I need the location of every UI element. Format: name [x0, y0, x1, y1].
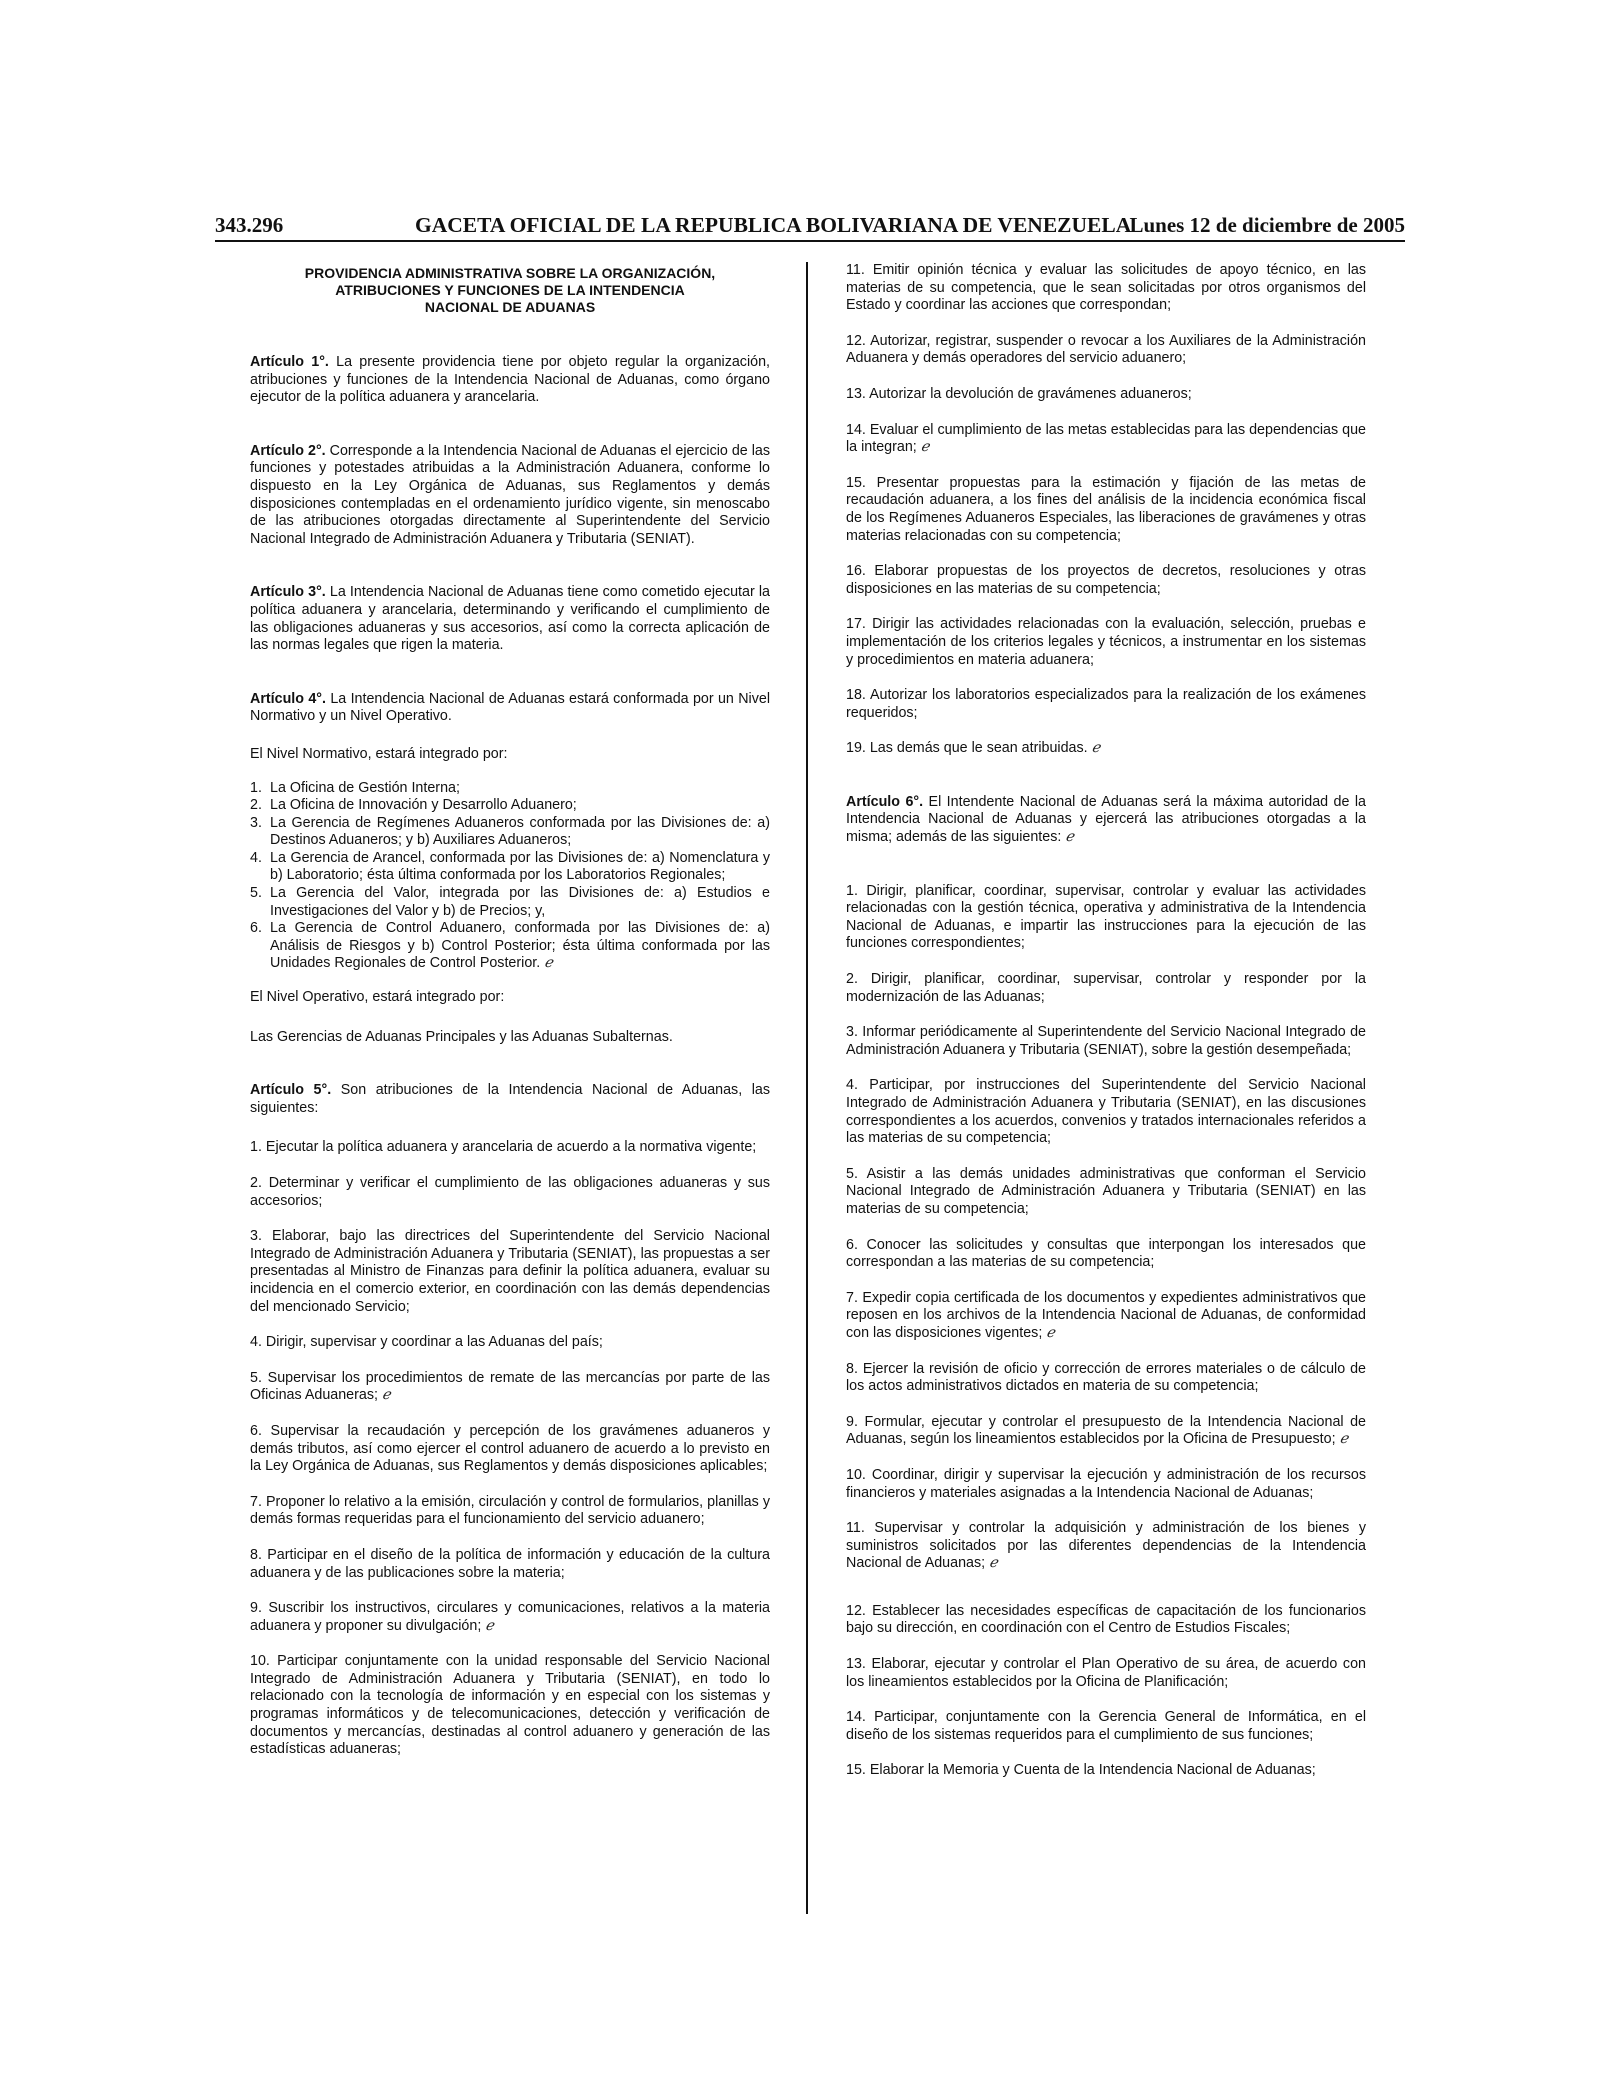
title-line-1: PROVIDENCIA ADMINISTRATIVA SOBRE LA ORGANIZACIÓN,: [304, 265, 716, 281]
item-text: Supervisar la recaudación y percepción de los gravámenes aduaneros y demás tributos, así como ejercer el control aduanero de acuerdo a lo previsto en la Ley Orgánica de Aduanas, sus Reglamentos y demás disposiciones aplicables;: [250, 1422, 770, 1475]
item-number: 14.: [846, 421, 866, 438]
item-number: 12.: [846, 1602, 866, 1619]
list-item-number: 5.: [250, 885, 262, 902]
item-text: Autorizar la devolución de gravámenes aduaneros;: [869, 385, 1192, 402]
list-item: [250, 920, 770, 973]
article-6-text: El Intendente Nacional de Aduanas será la máxima autoridad de la Intendencia Nacional de Aduanas y ejercerá las atribuciones otorgadas a la misma; además de las siguientes:: [846, 793, 1366, 846]
initial-mark-icon: ℯ: [544, 955, 553, 972]
initial-mark-icon: ℯ: [485, 1617, 494, 1634]
article-6-item: [846, 971, 1366, 1006]
item-number: 4.: [250, 1334, 262, 1351]
article-1-text: La presente providencia tiene por objeto regular la organización, atribuciones y funciones de la Intendencia Nacional de Aduanas, como órgano ejecutor de la política aduanera y arancelaria.: [250, 354, 770, 406]
initial-mark-icon: ℯ: [989, 1555, 998, 1572]
page-number: 343.296: [215, 213, 284, 237]
item-text: Expedir copia certificada de los documentos y expedientes administrativos que reposen en los archivos de la Intendencia Nacional de Aduanas, de conformidad con las disposiciones vigentes;: [846, 1289, 1366, 1341]
left-column: [250, 262, 770, 1777]
article-3-text: La Intendencia Nacional de Aduanas tiene como cometido ejecutar la política aduanera y arancelaria, determinando y verificando el cumplimiento de las obligaciones aduaneras y sus accesorios, así como la correcta aplicación de las normas legales que rigen la materia.: [250, 584, 770, 654]
title-line-2: ATRIBUCIONES Y FUNCIONES DE LA INTENDENCIA: [335, 282, 685, 298]
column-divider: [806, 262, 808, 1914]
article-1: [250, 354, 770, 407]
item-number: 3.: [250, 1228, 262, 1245]
article-5-item: [846, 475, 1366, 545]
article-6-item: [846, 1237, 1366, 1272]
article-5-item: [250, 1370, 770, 1405]
list-item-number: 6.: [250, 920, 262, 937]
list-item-text: La Gerencia del Valor, integrada por las Divisiones de: a) Estudios e Investigaciones del Valor y b) de Precios; y,: [270, 885, 770, 919]
article-2: [250, 443, 770, 549]
item-text: Supervisar y controlar la adquisición y administración de los bienes y suministros solicitados por las diferentes dependencias de la Intendencia Nacional de Aduanas;: [846, 1520, 1366, 1572]
article-5-item: [250, 1494, 770, 1529]
article-5-item: [250, 1600, 770, 1635]
list-item-text: La Oficina de Gestión Interna;: [270, 779, 460, 796]
item-text: Suscribir los instructivos, circulares y comunicaciones, relativos a la materia aduanera y proponer su divulgación;: [250, 1600, 770, 1634]
article-6-item: [846, 1077, 1366, 1147]
item-text: Elaborar la Memoria y Cuenta de la Intendencia Nacional de Aduanas;: [869, 1762, 1316, 1779]
item-text: Elaborar, bajo las directrices del Superintendente del Servicio Nacional Integrado de Administración Aduanera y Tributaria (SENIAT), las propuestas a ser presentadas al Ministro de Finanzas para definir la política aduanera, evaluar su incidencia en el comercio exterior, en coordinación con las demás dependencias del mencionado Servicio;: [250, 1228, 770, 1315]
item-text: Formular, ejecutar y controlar el presupuesto de la Intendencia Nacional de Aduanas, según los lineamientos establecidos por la Oficina de Presupuesto;: [846, 1413, 1366, 1448]
list-item-number: 1.: [250, 779, 262, 796]
initial-mark-icon: ℯ: [920, 439, 930, 456]
item-number: 7.: [250, 1493, 262, 1510]
item-text: Emitir opinión técnica y evaluar las solicitudes de apoyo técnico, en las materias de su competencia, que le sean solicitadas por otros organismos del Estado y coordinar las acciones que correspondan;: [846, 262, 1366, 314]
article-6-item: [846, 1414, 1366, 1449]
list-item-text: La Gerencia de Arancel, conformada por las Divisiones de: a) Nomenclatura y b) Laboratorio; ésta última conformada por los Laboratorios Regionales;: [270, 849, 770, 884]
item-text: Elaborar propuestas de los proyectos de decretos, resoluciones y otras disposiciones en las materias de su competencia;: [846, 563, 1366, 597]
article-5-item: [250, 1175, 770, 1210]
list-item-number: 4.: [250, 849, 262, 866]
item-text: Ejecutar la política aduanera y arancelaria de acuerdo a la normativa vigente;: [265, 1139, 757, 1156]
item-number: 19.: [846, 740, 866, 757]
list-item-number: 2.: [250, 797, 262, 814]
item-text: Establecer las necesidades específicas de capacitación de los funcionarios bajo su dirección, en coordinación con el Centro de Estudios Fiscales;: [846, 1602, 1366, 1637]
list-item: [250, 885, 770, 920]
item-number: 3.: [846, 1024, 858, 1041]
article-5-item: [250, 1653, 770, 1759]
item-text: Dirigir las actividades relacionadas con la evaluación, selección, pruebas e implementación de los criterios legales y técnicos, a instrumentar en los sistemas y procedimientos en materia aduanera;: [846, 616, 1366, 668]
article-5-text: Son atribuciones de la Intendencia Nacional de Aduanas, las siguientes:: [250, 1082, 770, 1116]
operative-level-intro: El Nivel Operativo, estará integrado por:: [250, 989, 505, 1006]
article-5-item: [250, 1423, 770, 1476]
item-number: 14.: [846, 1709, 866, 1726]
header-rule: [215, 240, 1405, 242]
item-number: 13.: [846, 1656, 866, 1673]
item-text: Conocer las solicitudes y consultas que interpongan los interesados que correspondan a las materias de su competencia;: [846, 1236, 1366, 1271]
item-number: 1.: [250, 1139, 262, 1156]
article-5-item: [846, 333, 1366, 368]
list-item-text: La Gerencia de Control Aduanero, conformada por las Divisiones de: a) Análisis de Riesgos y b) Control Posterior; ésta última conformada por las Unidades Regionales de Control Posterior.: [270, 920, 770, 972]
item-number: 1.: [846, 882, 858, 899]
item-text: Supervisar los procedimientos de remate de las mercancías por parte de las Oficinas Aduaneras;: [250, 1369, 770, 1404]
article-5-item: [250, 1547, 770, 1582]
item-number: 8.: [250, 1546, 262, 1563]
list-item-text: La Oficina de Innovación y Desarrollo Aduanero;: [270, 797, 577, 814]
article-6-item: [846, 1166, 1366, 1219]
article-5-item: [846, 386, 1366, 404]
article-3: [250, 584, 770, 654]
article-6-label: Artículo 6°.: [846, 793, 924, 810]
gazette-header: [215, 213, 1405, 241]
article-5-item: [250, 1228, 770, 1316]
item-number: 10.: [250, 1653, 270, 1670]
list-item: [250, 815, 770, 850]
item-text: Proponer lo relativo a la emisión, circulación y control de formularios, planillas y demás formas requeridas para el funcionamiento del servicio aduanero;: [250, 1493, 770, 1528]
item-text: Las demás que le sean atribuidas.: [869, 740, 1088, 757]
article-6: [846, 794, 1366, 847]
normative-level-list: [250, 780, 770, 974]
item-number: 6.: [250, 1422, 262, 1439]
item-text: Coordinar, dirigir y supervisar la ejecución y administración de los recursos financieros y materiales asignadas a la Intendencia Nacional de Aduanas;: [846, 1466, 1366, 1501]
issue-date: Lunes 12 de diciembre de 2005: [1129, 213, 1405, 237]
item-text: Elaborar, ejecutar y controlar el Plan Operativo de su área, de acuerdo con los lineamientos establecidos por la Oficina de Planificación;: [846, 1656, 1366, 1690]
article-4: [250, 691, 770, 726]
article-6-item: [846, 883, 1366, 953]
article-6-item: [846, 1762, 1366, 1780]
article-6-item: [846, 1467, 1366, 1502]
article-6-item: [846, 1520, 1366, 1573]
item-number: 9.: [250, 1600, 262, 1617]
item-text: Participar en el diseño de la política de información y educación de la cultura aduanera y de las publicaciones sobre la materia;: [250, 1546, 770, 1581]
article-6-item: [846, 1603, 1366, 1638]
article-5-item: [846, 262, 1366, 315]
item-text: Dirigir, planificar, coordinar, supervisar, controlar y responder por la modernización de las Aduanas;: [846, 971, 1366, 1005]
article-2-text: Corresponde a la Intendencia Nacional de Aduanas el ejercicio de las funciones y potestades atribuidas a la Administración Aduanera, conforme lo dispuesto en la Ley Orgánica de Aduanas, sus Reglamentos y demás disposiciones contempladas en el ordenamiento jurídico vigente, sin menoscabo de las atribuciones otorgadas directamente al Superintendente del Servicio Nacional Integrado de Administración Aduanera y Tributaria (SENIAT).: [250, 442, 770, 547]
list-item-number: 3.: [250, 814, 262, 831]
initial-mark-icon: ℯ: [381, 1387, 391, 1404]
initial-mark-icon: ℯ: [1046, 1324, 1055, 1341]
item-number: 13.: [846, 385, 866, 402]
item-text: Autorizar, registrar, suspender o revocar a los Auxiliares de la Administración Aduanera y demás operadores del servicio aduanero;: [846, 332, 1366, 367]
right-column: [846, 262, 1366, 1798]
initial-mark-icon: ℯ: [1065, 829, 1074, 846]
initial-mark-icon: ℯ: [1339, 1431, 1349, 1448]
article-6-item: [846, 1290, 1366, 1343]
list-item: [250, 850, 770, 885]
item-number: 8.: [846, 1360, 858, 1377]
item-number: 10.: [846, 1466, 866, 1483]
item-number: 2.: [250, 1175, 262, 1191]
item-text: Autorizar los laboratorios especializados para la realización de los exámenes requeridos;: [846, 687, 1366, 721]
item-number: 18.: [846, 687, 866, 704]
title-line-3: NACIONAL DE ADUANAS: [424, 299, 596, 315]
item-text: Participar, por instrucciones del Superintendente del Servicio Nacional Integrado de Administración Aduanera y Tributaria (SENIAT), en las discusiones correspondientes a los acuerdos, convenios y tratados internacionales referidos a las materias de su competencia;: [846, 1077, 1366, 1147]
list-item: [250, 797, 770, 815]
item-number: 2.: [846, 971, 858, 988]
article-5-item: [846, 422, 1366, 457]
item-number: 16.: [846, 563, 866, 580]
item-text: Informar periódicamente al Superintendente del Servicio Nacional Integrado de Administración Aduanera y Tributaria (SENIAT), sobre la gestión desempeñada;: [846, 1024, 1366, 1058]
item-text: Participar, conjuntamente con la Gerencia General de Informática, en el diseño de los sistemas requeridos para el cumplimiento de sus funciones;: [846, 1709, 1366, 1743]
article-5-item: [846, 687, 1366, 722]
article-2-label: Artículo 2°.: [250, 442, 326, 459]
article-4-label: Artículo 4°.: [250, 690, 326, 707]
article-4-text: La Intendencia Nacional de Aduanas estará conformada por un Nivel Normativo y un Nivel Operativo.: [250, 690, 770, 725]
item-number: 15.: [846, 1762, 866, 1779]
item-text: Participar conjuntamente con la unidad responsable del Servicio Nacional Integrado de Administración Aduanera y Tributaria (SENIAT), en todo lo relacionado con la tecnología de información y en especial con los sistemas y programas informáticos y de telecomunicaciones, detección y verificación de documentos y mercancías, destinadas al control aduanero y generación de las estadísticas aduaneras;: [250, 1653, 770, 1758]
article-6-item: [846, 1656, 1366, 1691]
item-number: 4.: [846, 1077, 858, 1094]
operative-level-text: Las Gerencias de Aduanas Principales y las Aduanas Subalternas.: [250, 1028, 673, 1045]
article-5-item: [250, 1334, 770, 1352]
article-5: [250, 1082, 770, 1117]
item-text: Dirigir, supervisar y coordinar a las Aduanas del país;: [265, 1334, 603, 1351]
list-item-text: La Gerencia de Regímenes Aduaneros conformada por las Divisiones de: a) Destinos Aduaneros; y b) Auxiliares Aduaneros;: [270, 814, 770, 849]
item-number: 17.: [846, 616, 866, 633]
item-text: Presentar propuestas para la estimación y fijación de las metas de recaudación aduanera, a los fines del análisis de la incidencia económica fiscal de los Regímenes Aduaneros Especiales, las liberaciones de gravámenes y otras materias relacionadas con su competencia;: [846, 474, 1366, 544]
article-3-label: Artículo 3°.: [250, 584, 326, 601]
publication-title: GACETA OFICIAL DE LA REPUBLICA BOLIVARIANA DE VENEZUELA: [415, 213, 1132, 237]
item-number: 15.: [846, 474, 866, 491]
list-item: [250, 780, 770, 798]
normative-level-intro: El Nivel Normativo, estará integrado por:: [250, 745, 508, 762]
item-number: 7.: [846, 1289, 858, 1306]
item-text: Determinar y verificar el cumplimiento de las obligaciones aduaneras y sus accesorios;: [250, 1175, 770, 1209]
article-5-item: [250, 1139, 770, 1157]
item-number: 9.: [846, 1413, 858, 1430]
item-number: 5.: [250, 1369, 262, 1386]
item-number: 5.: [846, 1165, 858, 1182]
item-number: 11.: [846, 262, 865, 278]
article-1-label: Artículo 1°.: [250, 354, 329, 370]
item-text: Dirigir, planificar, coordinar, supervisar, controlar y evaluar las actividades relacionadas con la gestión técnica, operativa y administrativa de la Intendencia Nacional de Aduanas, e impartir las instrucciones para la ejecución de las funciones correspondientes;: [846, 882, 1366, 952]
article-5-label: Artículo 5°.: [250, 1082, 332, 1099]
item-text: Evaluar el cumplimiento de las metas establecidas para las dependencias que la integran;: [846, 421, 1366, 456]
item-text: Ejercer la revisión de oficio y corrección de errores materiales o de cálculo de los actos administrativos dictados en materia de su competencia;: [846, 1360, 1366, 1395]
article-5-item: [846, 616, 1366, 669]
initial-mark-icon: ℯ: [1091, 740, 1101, 757]
item-number: 12.: [846, 332, 866, 349]
document-title: [250, 265, 770, 316]
item-number: 6.: [846, 1236, 858, 1253]
article-6-item: [846, 1709, 1366, 1744]
article-5-item: [846, 563, 1366, 598]
item-number: 11.: [846, 1520, 865, 1537]
item-text: Asistir a las demás unidades administrativas que conforman el Servicio Nacional Integrado de Administración Aduanera y Tributaria (SENIAT) en las materias de su competencia;: [846, 1165, 1367, 1217]
article-6-item: [846, 1024, 1366, 1059]
article-5-item: [846, 740, 1366, 758]
article-6-item: [846, 1361, 1366, 1396]
